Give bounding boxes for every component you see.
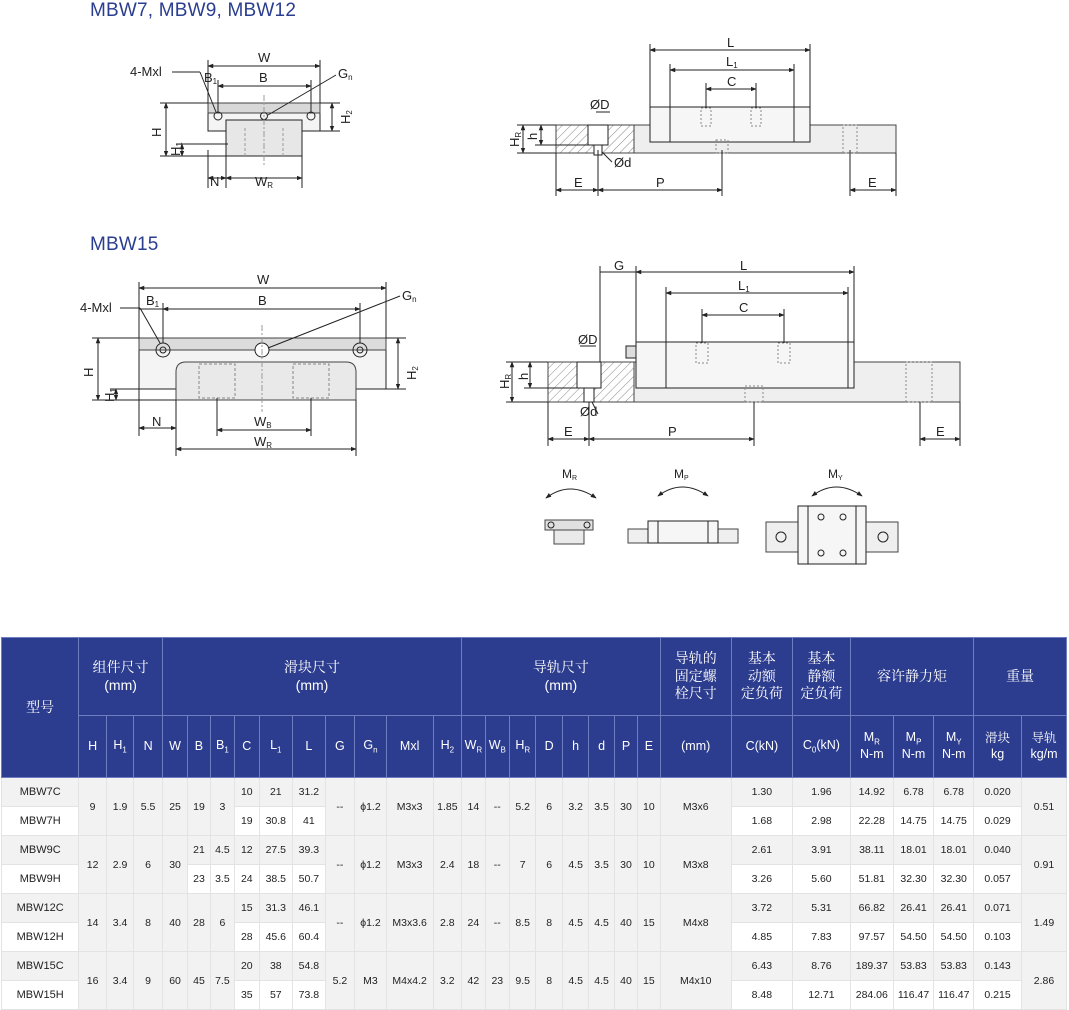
th-bolt-unit: (mm) <box>660 716 731 778</box>
svg-text:P: P <box>656 175 665 190</box>
th-HR: $H_R$ <box>510 716 536 778</box>
svg-text:h: h <box>525 132 540 140</box>
table-row: MBW12H 28 45.6 60.4 4.85 7.83 97.57 54.50 54.50 0.103 <box>2 923 1067 952</box>
svg-text:N: N <box>152 414 162 429</box>
svg-text:G: G <box>614 258 625 273</box>
svg-text:B: B <box>258 293 267 308</box>
svg-text:E: E <box>564 424 573 439</box>
th-static-load: 基本 静额 定负荷 <box>792 638 850 716</box>
th-Mxl: Mxl <box>386 716 433 778</box>
svg-text:HR: HR <box>497 373 513 389</box>
table-row: MBW15H 35 57 73.8 8.48 12.71 284.06 116.47 116.47 0.215 <box>2 981 1067 1010</box>
th-C0-kn: $C_0(kN)$ <box>792 716 850 778</box>
th-N: N <box>134 716 163 778</box>
svg-text:L1: L1 <box>726 54 738 70</box>
th-moment: 容许静力矩 <box>850 638 973 716</box>
cell-model: MBW12H <box>2 923 79 952</box>
th-E: E <box>638 716 660 778</box>
th-assembly: 组件尺寸 (mm) <box>79 638 162 716</box>
th-block: 滑块尺寸 (mm) <box>162 638 461 716</box>
moment-labels <box>562 467 843 482</box>
svg-text:L1: L1 <box>738 278 750 294</box>
svg-text:WR: WR <box>254 434 273 450</box>
svg-text:H1: H1 <box>168 142 184 156</box>
table-row: MBW7C 9 1.9 5.5 25 19 3 10 21 31.2 -- ϕ1.2 M3x3 1.85 14 -- 5.2 6 3.2 3.5 30 10 M3x6 1.30 1.96 14.92 6.78 6.78 0.020 0.51 <box>2 778 1067 807</box>
th-D: D <box>536 716 562 778</box>
table-row: MBW9C 12 2.9 6 30 21 4.5 12 27.5 39.3 -- ϕ1.2 M3x3 2.4 18 -- 7 6 4.5 3.5 30 10 M3x8 2.61 3.91 38.11 18.01 18.01 0.040 0.91 <box>2 836 1067 865</box>
svg-text:h: h <box>516 372 531 380</box>
th-h: h <box>562 716 588 778</box>
cell-model: MBW7H <box>2 807 79 836</box>
svg-text:HR: HR <box>507 131 523 147</box>
moment-my-diagram <box>766 487 898 564</box>
th-H1: $H_1$ <box>106 716 133 778</box>
spec-table <box>1 637 1067 1010</box>
svg-text:WB: WB <box>254 414 272 430</box>
cell-model: MBW15H <box>2 981 79 1010</box>
moment-mp-diagram <box>628 487 738 543</box>
svg-text:L: L <box>740 258 748 273</box>
label-mxl: 4-Mxl <box>130 64 162 79</box>
table-row: MBW12C 14 3.4 8 40 28 6 15 31.3 46.1 -- ϕ1.2 M3x3.6 2.8 24 -- 8.5 8 4.5 4.5 40 15 M4x8 3.72 5.31 66.82 26.41 26.41 0.071 1.49 <box>2 894 1067 923</box>
svg-text:C: C <box>727 74 737 89</box>
th-L: L <box>293 716 326 778</box>
svg-text:ØD: ØD <box>578 332 598 347</box>
cell-model: MBW7C <box>2 778 79 807</box>
section-title-mbw7-12: MBW7, MBW9, MBW12 <box>90 0 297 21</box>
svg-text:L: L <box>727 35 735 50</box>
label-W: W <box>258 50 271 65</box>
table-row: MBW9H 23 3.5 24 38.5 50.7 3.26 5.60 51.81 32.30 32.30 0.057 <box>2 865 1067 894</box>
svg-text:MR: MR <box>562 467 578 482</box>
th-rail: 导轨尺寸 (mm) <box>462 638 660 716</box>
end-view-mbw15 <box>92 282 406 456</box>
th-MP: $M_P$ N-m <box>893 716 934 778</box>
svg-text:E: E <box>574 175 583 190</box>
th-C-kn: C(kN) <box>731 716 792 778</box>
th-B1: $B_1$ <box>210 716 234 778</box>
end-view-small <box>160 60 340 188</box>
th-weight: 重量 <box>974 638 1067 716</box>
svg-text:H1: H1 <box>102 388 118 402</box>
svg-text:Ød: Ød <box>614 155 632 170</box>
th-d: d <box>589 716 614 778</box>
cell-model: MBW9C <box>2 836 79 865</box>
th-MY: $M_Y$ N-m <box>934 716 974 778</box>
moment-mr-diagram <box>545 489 596 544</box>
svg-text:B1: B1 <box>146 293 160 309</box>
th-H: H <box>79 716 106 778</box>
table-row: MBW15C 16 3.4 9 60 45 7.5 20 38 54.8 5.2 M3 M4x4.2 3.2 42 23 9.5 8 4.5 4.5 40 15 M4x10 6.43 8.76 189.37 53.83 53.83 0.143 2.86 <box>2 952 1067 981</box>
cell-model: MBW12C <box>2 894 79 923</box>
th-W: W <box>162 716 187 778</box>
th-B: B <box>188 716 210 778</box>
svg-text:4-Mxl: 4-Mxl <box>80 300 112 315</box>
svg-text:B1: B1 <box>204 70 218 86</box>
label-B: B <box>259 70 268 85</box>
th-Gn: $G_n$ <box>355 716 387 778</box>
svg-text:E: E <box>936 424 945 439</box>
side-view-mbw15 <box>506 266 960 446</box>
svg-text:N: N <box>210 174 220 189</box>
svg-text:E: E <box>868 175 877 190</box>
th-MR: $M_R$ N-m <box>850 716 893 778</box>
svg-text:H2: H2 <box>404 366 420 380</box>
svg-text:Gn: Gn <box>402 288 417 304</box>
section-title-mbw15: MBW15 <box>90 234 159 255</box>
th-H2: $H_2$ <box>433 716 462 778</box>
svg-text:P: P <box>668 424 677 439</box>
th-rail-bolt: 导轨的 固定螺 栓尺寸 <box>660 638 731 716</box>
svg-text:W: W <box>257 272 270 287</box>
svg-text:H: H <box>81 367 96 377</box>
th-L1: $L_1$ <box>259 716 293 778</box>
side-view-small <box>517 44 896 196</box>
svg-text:Gn: Gn <box>338 66 353 82</box>
svg-text:Ød: Ød <box>580 404 598 419</box>
th-WB: $W_B$ <box>485 716 509 778</box>
svg-text:MY: MY <box>828 467 843 482</box>
svg-text:WR: WR <box>255 174 274 190</box>
cell-model: MBW9H <box>2 865 79 894</box>
svg-text:H2: H2 <box>338 110 354 124</box>
th-WR: $W_R$ <box>462 716 485 778</box>
th-model: 型号 <box>2 638 79 778</box>
th-rail-kgm: 导轨 kg/m <box>1021 716 1066 778</box>
cell-model: MBW15C <box>2 952 79 981</box>
svg-text:ØD: ØD <box>590 97 610 112</box>
svg-text:C: C <box>739 300 749 315</box>
svg-text:H: H <box>149 127 164 137</box>
table-row: MBW7H 19 30.8 41 1.68 2.98 22.28 14.75 14.75 0.029 <box>2 807 1067 836</box>
th-C: C <box>235 716 259 778</box>
th-block-kg: 滑块 kg <box>974 716 1022 778</box>
th-G: G <box>325 716 355 778</box>
svg-text:MP: MP <box>674 467 689 482</box>
th-P: P <box>614 716 637 778</box>
th-dynamic-load: 基本 动额 定负荷 <box>731 638 792 716</box>
